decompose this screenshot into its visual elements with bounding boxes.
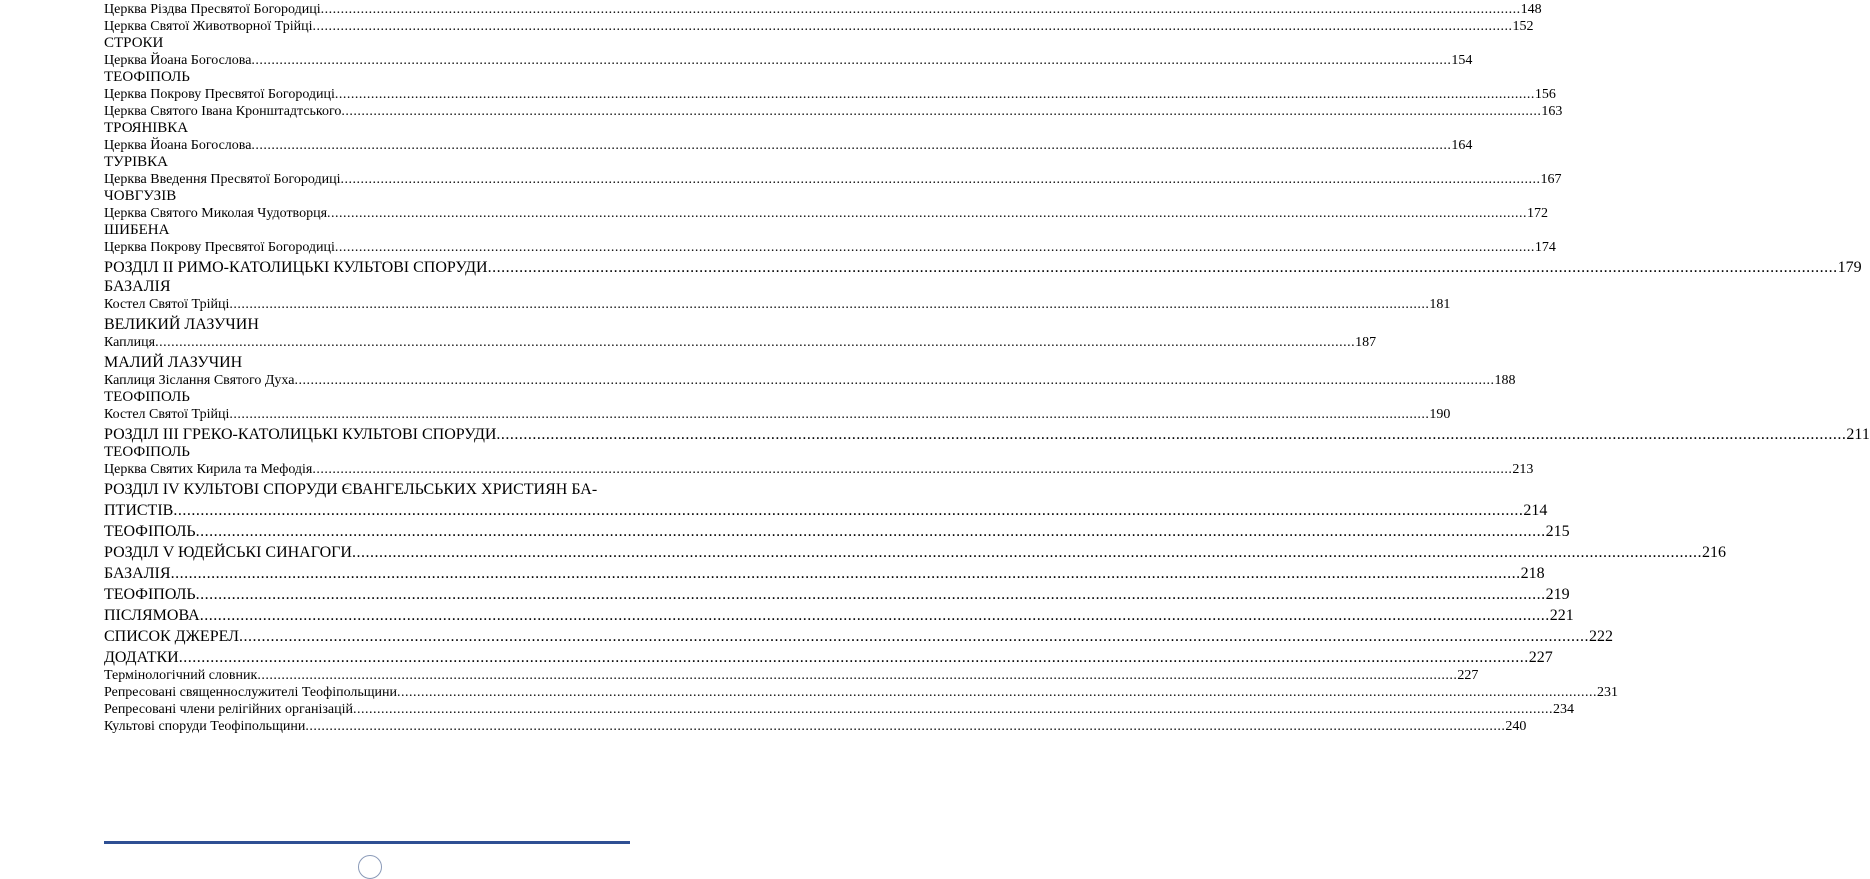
toc-entry-title: ТЕОФІПОЛЬ bbox=[104, 389, 190, 405]
toc-entry-title: Церква Йоана Богослова bbox=[104, 138, 252, 153]
toc-locality-heading bbox=[104, 221, 630, 238]
toc-entry bbox=[104, 51, 1473, 68]
toc-entry-title: ЧОВГУЗІВ bbox=[104, 188, 177, 204]
toc-section-heading bbox=[104, 540, 1726, 561]
toc-leader-dots: ............................................................................................................................................................................................................................................................................................................ bbox=[327, 206, 1528, 221]
toc-leader-dots: ............................................................................................................................................................................................................................................................................................................ bbox=[351, 544, 1702, 561]
toc-page-number: 216 bbox=[1701, 544, 1726, 561]
toc-leader-dots: ............................................................................................................................................................................................................................................................................................................ bbox=[496, 426, 1847, 443]
toc-leader-dots: ............................................................................................................................................................................................................................................................................................................ bbox=[195, 523, 1546, 540]
toc-leader-dots: ............................................................................................................................................................................................................................................................................................................ bbox=[340, 172, 1541, 187]
toc-leader-dots: ............................................................................................................................................................................................................................................................................................................ bbox=[229, 297, 1430, 312]
toc-section-heading bbox=[104, 477, 630, 498]
toc-entry-title: Церква Святого Івана Кронштадтського bbox=[104, 104, 342, 119]
toc-entry-title: Церква Покрову Пресвятої Богородиці bbox=[104, 87, 335, 102]
footer-rule bbox=[104, 841, 630, 844]
toc-leader-dots: ............................................................................................................................................................................................................................................................................................................ bbox=[199, 607, 1550, 624]
toc-page-number: 174 bbox=[1534, 240, 1556, 255]
toc-page-number: 163 bbox=[1541, 104, 1563, 119]
toc-locality-heading bbox=[104, 34, 630, 51]
toc-entry-title: РОЗДІЛ V ЮДЕЙСЬКІ СИНАГОГИ bbox=[104, 544, 352, 561]
toc-entry-title: ВЕЛИКИЙ ЛАЗУЧИН bbox=[104, 316, 259, 333]
toc-leader-dots: ............................................................................................................................................................................................................................................................................................................ bbox=[341, 104, 1542, 119]
toc-page-number: 221 bbox=[1549, 607, 1574, 624]
toc-entry bbox=[104, 700, 1574, 717]
toc-page-number: 219 bbox=[1545, 586, 1570, 603]
toc-page-number: 231 bbox=[1597, 685, 1619, 700]
toc-leader-dots: ............................................................................................................................................................................................................................................................................................................ bbox=[397, 685, 1598, 700]
toc-leader-dots: ............................................................................................................................................................................................................................................................................................................ bbox=[312, 19, 1513, 34]
toc-entry bbox=[104, 102, 1563, 119]
toc-page-number: 227 bbox=[1528, 649, 1553, 666]
toc-locality-heading bbox=[104, 312, 630, 333]
toc-entry bbox=[104, 85, 1556, 102]
toc-entry bbox=[104, 17, 1534, 34]
toc-entry-title: МАЛИЙ ЛАЗУЧИН bbox=[104, 354, 243, 371]
toc-entry bbox=[104, 683, 1619, 700]
toc-section-heading bbox=[104, 422, 1870, 443]
page-number-circle-icon bbox=[358, 855, 382, 879]
toc-leader-dots: ............................................................................................................................................................................................................................................................................................................ bbox=[229, 407, 1430, 422]
toc-page-number: 213 bbox=[1512, 462, 1534, 477]
toc-entry-title: Церква Покрову Пресвятої Богородиці bbox=[104, 240, 335, 255]
toc-entry bbox=[104, 460, 1534, 477]
toc-leader-dots: ............................................................................................................................................................................................................................................................................................................ bbox=[353, 702, 1553, 717]
toc-entry bbox=[104, 204, 1549, 221]
toc-page-number: 167 bbox=[1540, 172, 1562, 187]
toc-page-number: 181 bbox=[1429, 297, 1451, 312]
toc-entry bbox=[104, 238, 1556, 255]
toc-locality-heading bbox=[104, 276, 630, 295]
toc-entry-title: Церква Святої Животворної Трійці bbox=[104, 19, 313, 34]
toc-locality-heading bbox=[104, 350, 630, 371]
toc-section-heading bbox=[104, 624, 1614, 645]
toc-section-heading bbox=[104, 519, 1570, 540]
toc-page-number: 214 bbox=[1523, 502, 1548, 519]
toc-entry bbox=[104, 170, 1562, 187]
toc-leader-dots: ............................................................................................................................................................................................................................................................................................................ bbox=[170, 565, 1521, 582]
toc-leader-dots: ............................................................................................................................................................................................................................................................................................................ bbox=[294, 373, 1495, 388]
toc-entry-title: Церква Різдва Пресвятої Богородиці bbox=[104, 2, 321, 17]
toc-entry-title: Репресовані члени релігійних організацій bbox=[104, 702, 353, 717]
toc-entry bbox=[104, 333, 1377, 350]
toc-page-number: 179 bbox=[1837, 259, 1862, 276]
toc-entry-title: Церква Святих Кирила та Мефодія bbox=[104, 462, 313, 477]
toc-leader-dots: ............................................................................................................................................................................................................................................................................................................ bbox=[155, 335, 1356, 350]
toc-locality-heading bbox=[104, 187, 630, 204]
toc-page-number: 156 bbox=[1534, 87, 1556, 102]
toc-page-number: 187 bbox=[1355, 335, 1377, 350]
toc-page-number: 154 bbox=[1451, 53, 1473, 68]
toc-locality-heading bbox=[104, 119, 630, 136]
toc-entry-title: ТЕОФІПОЛЬ bbox=[104, 444, 190, 460]
toc-section-heading bbox=[104, 645, 1553, 666]
table-of-contents bbox=[104, 0, 1870, 734]
toc-leader-dots: ............................................................................................................................................................................................................................................................................................................ bbox=[305, 719, 1506, 734]
toc-page-number: 218 bbox=[1520, 565, 1545, 582]
toc-leader-dots: ............................................................................................................................................................................................................................................................................................................ bbox=[257, 668, 1458, 683]
toc-section-heading bbox=[104, 603, 1574, 624]
toc-section-heading bbox=[104, 582, 1570, 603]
toc-entry-title: ТЕОФІПОЛЬ bbox=[104, 69, 190, 85]
toc-entry-title: ШИБЕНА bbox=[104, 222, 170, 238]
toc-section-heading bbox=[104, 561, 1545, 582]
toc-page-number: 222 bbox=[1589, 628, 1614, 645]
toc-entry bbox=[104, 405, 1451, 422]
toc-page-number: 190 bbox=[1429, 407, 1451, 422]
toc-locality-heading bbox=[104, 68, 630, 85]
toc-leader-dots: ............................................................................................................................................................................................................................................................................................................ bbox=[251, 53, 1452, 68]
toc-entry bbox=[104, 0, 1542, 17]
toc-section-heading bbox=[104, 498, 1548, 519]
toc-entry-title: Костел Святої Трійці bbox=[104, 297, 230, 312]
toc-leader-dots: ............................................................................................................................................................................................................................................................................................................ bbox=[320, 2, 1521, 17]
toc-entry-title: Репресовані священнослужителі Теофіпольщини bbox=[104, 685, 398, 700]
toc-entry-title: РОЗДІЛ ІІІ ГРЕКО-КАТОЛИЦЬКІ КУЛЬТОВІ СПОРУДИ bbox=[104, 426, 497, 443]
toc-leader-dots: ............................................................................................................................................................................................................................................................................................................ bbox=[487, 259, 1838, 276]
toc-entry bbox=[104, 666, 1479, 683]
toc-entry-title: Церква Введення Пресвятої Богородиці bbox=[104, 172, 341, 187]
toc-page-number: 172 bbox=[1527, 206, 1549, 221]
toc-entry-title: БАЗАЛІЯ bbox=[104, 278, 171, 295]
toc-locality-heading bbox=[104, 443, 630, 460]
toc-entry-title: ПІСЛЯМОВА bbox=[104, 607, 200, 624]
toc-entry-title: БАЗАЛІЯ bbox=[104, 565, 171, 582]
toc-entry-title: Термінологічний словник bbox=[104, 668, 258, 683]
toc-section-heading bbox=[104, 255, 1862, 276]
toc-entry bbox=[104, 371, 1516, 388]
toc-entry-title: СТРОКИ bbox=[104, 35, 164, 51]
toc-entry-title: РОЗДІЛ IV КУЛЬТОВІ СПОРУДИ ЄВАНГЕЛЬСЬКИХ ХРИСТИЯН БА- bbox=[104, 481, 598, 498]
toc-leader-dots: ............................................................................................................................................................................................................................................................................................................ bbox=[239, 628, 1590, 645]
toc-locality-heading bbox=[104, 388, 630, 405]
toc-entry-title: Церква Йоана Богослова bbox=[104, 53, 252, 68]
toc-leader-dots: ............................................................................................................................................................................................................................................................................................................ bbox=[312, 462, 1513, 477]
toc-entry-title: Каплиця Зіслання Святого Духа bbox=[104, 373, 295, 388]
toc-entry-title: ТУРІВКА bbox=[104, 154, 168, 170]
toc-page-number: 234 bbox=[1553, 702, 1574, 717]
toc-page-number: 227 bbox=[1457, 668, 1479, 683]
toc-entry-title: Костел Святої Трійці bbox=[104, 407, 230, 422]
toc-entry-title: СПИСОК ДЖЕРЕЛ bbox=[104, 628, 240, 645]
toc-entry-title: Каплиця bbox=[104, 335, 156, 350]
toc-entry-title: ТЕОФІПОЛЬ bbox=[104, 523, 196, 540]
toc-page-number: 152 bbox=[1512, 19, 1534, 34]
toc-locality-heading bbox=[104, 153, 630, 170]
toc-entry-title: ТЕОФІПОЛЬ bbox=[104, 586, 196, 603]
toc-page-number: 188 bbox=[1494, 373, 1516, 388]
toc-entry-title: ДОДАТКИ bbox=[104, 649, 179, 666]
toc-page-number: 148 bbox=[1520, 2, 1542, 17]
toc-leader-dots: ............................................................................................................................................................................................................................................................................................................ bbox=[334, 87, 1535, 102]
toc-entry-title: Церква Святого Миколая Чудотворця bbox=[104, 206, 328, 221]
toc-page-number: 215 bbox=[1545, 523, 1570, 540]
toc-entry bbox=[104, 717, 1527, 734]
toc-leader-dots: ............................................................................................................................................................................................................................................................................................................ bbox=[195, 586, 1546, 603]
toc-entry bbox=[104, 136, 1473, 153]
toc-entry bbox=[104, 295, 1451, 312]
toc-leader-dots: ............................................................................................................................................................................................................................................................................................................ bbox=[251, 138, 1452, 153]
toc-leader-dots: ............................................................................................................................................................................................................................................................................................................ bbox=[173, 502, 1524, 519]
toc-entry-title: ТРОЯНІВКА bbox=[104, 120, 189, 136]
toc-entry-title: Культові споруди Теофіпольщини bbox=[104, 719, 306, 734]
toc-entry-title: ПТИСТІВ bbox=[104, 502, 174, 519]
toc-leader-dots: ............................................................................................................................................................................................................................................................................................................ bbox=[178, 649, 1529, 666]
toc-page-number: 211 bbox=[1846, 426, 1870, 443]
toc-page-number: 240 bbox=[1505, 719, 1527, 734]
toc-page-number: 164 bbox=[1451, 138, 1473, 153]
toc-leader-dots: ............................................................................................................................................................................................................................................................................................................ bbox=[334, 240, 1535, 255]
toc-entry-title: РОЗДІЛ ІІ РИМО-КАТОЛИЦЬКІ КУЛЬТОВІ СПОРУДИ bbox=[104, 259, 488, 276]
